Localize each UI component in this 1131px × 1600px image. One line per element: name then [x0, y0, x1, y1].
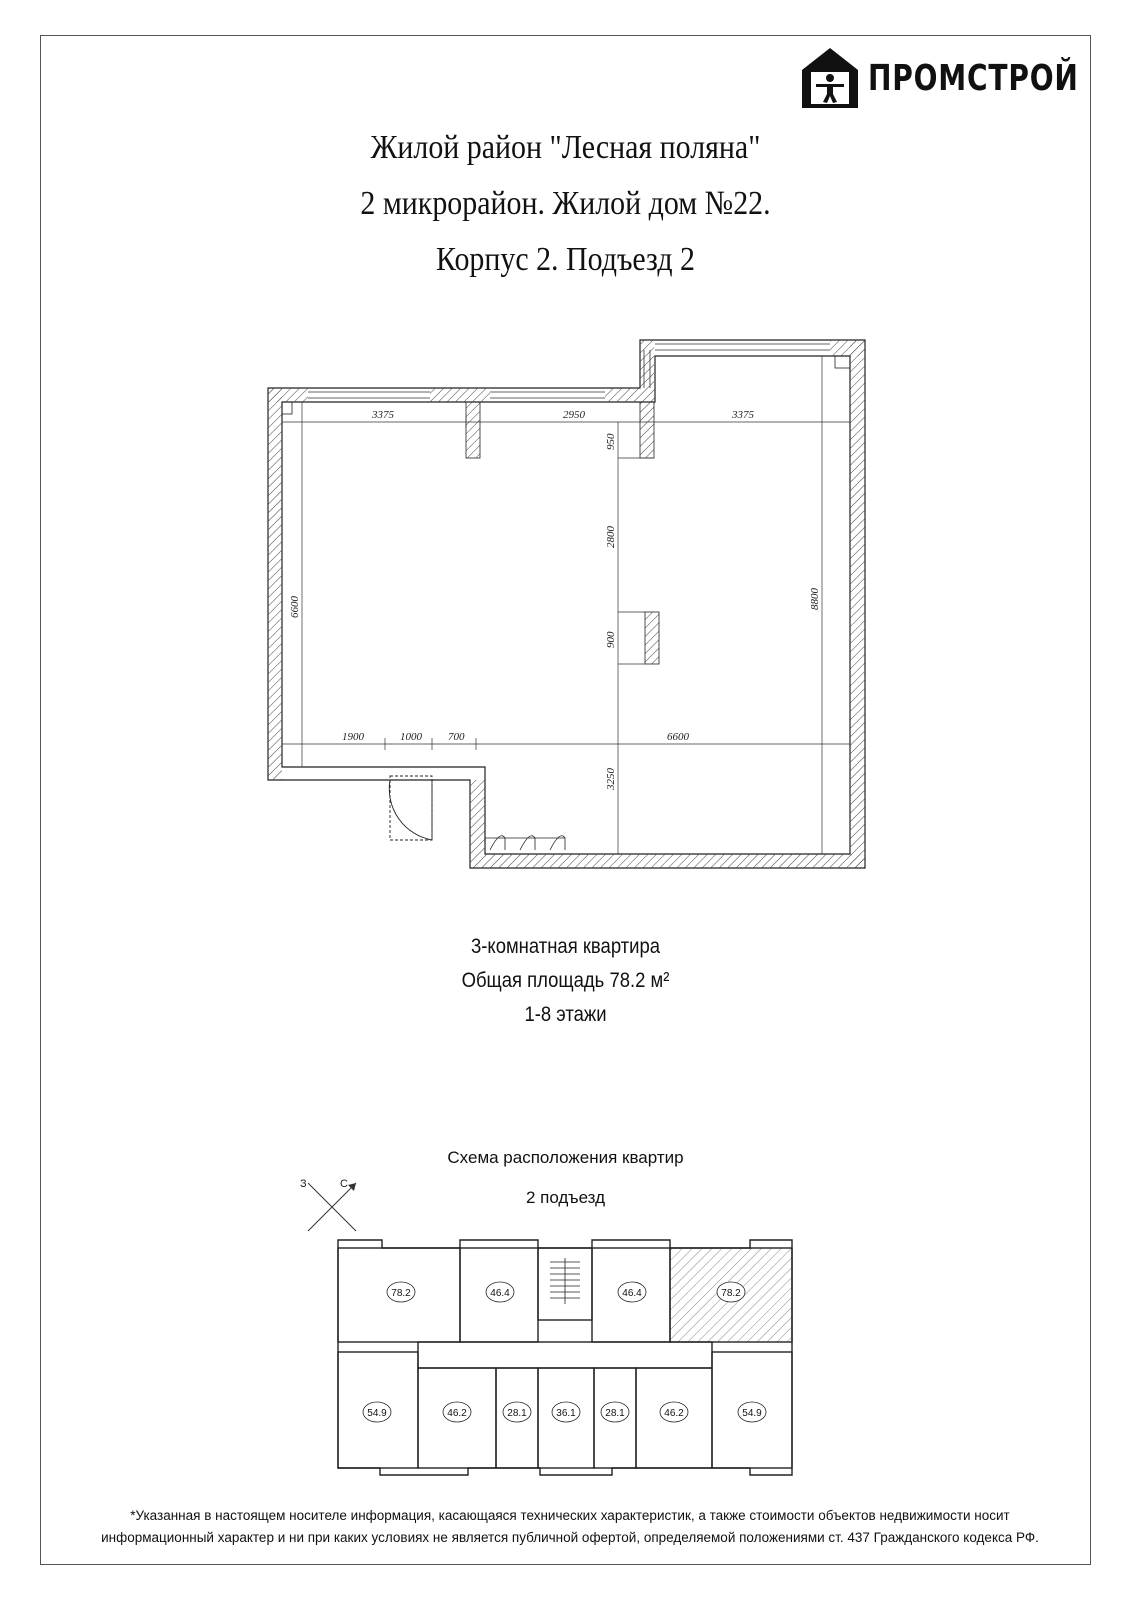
area-label: 46.2 [447, 1408, 467, 1419]
dim-mid-2: 2800 [605, 526, 617, 548]
apartment-floors: 1-8 этажи [524, 1003, 607, 1026]
dim-top-3: 3375 [732, 409, 754, 421]
compass-west: З [300, 1178, 307, 1190]
scheme-entrance: 2 подъезд [525, 1188, 606, 1207]
apartment-type: 3-комнатная квартира [470, 935, 661, 958]
area-label: 36.1 [556, 1408, 576, 1419]
dim-bottom-1: 1900 [342, 731, 364, 743]
dim-mid-1: 950 [605, 433, 617, 450]
footnote-line-1: *Указанная в настоящем носителе информация, касающаяся технических характеристик, а также стоимости объектов недвижимости носит [130, 1508, 1010, 1523]
corridor [418, 1342, 712, 1368]
dim-left-height: 6600 [289, 596, 301, 618]
dim-top-1: 3375 [372, 409, 394, 421]
area-label: 46.2 [664, 1408, 684, 1419]
dim-mid-4: 3250 [605, 768, 617, 790]
apartment-area: Общая площадь 78.2 м² [461, 969, 670, 992]
area-label: 54.9 [742, 1408, 762, 1419]
staircase [550, 1258, 580, 1304]
area-label: 54.9 [367, 1408, 387, 1419]
footnote-line-2: информационный характер и ни при каких условиях не является публичной офертой, определяемой положениями ст. 437 Гражданского кодекса РФ. [101, 1530, 1039, 1545]
area-label: 28.1 [605, 1408, 625, 1419]
logo-text: ПРОМСТРОЙ [868, 57, 1079, 99]
area-label: 78.2 [391, 1288, 411, 1299]
dim-right-height: 8800 [809, 588, 821, 610]
area-label: 28.1 [507, 1408, 527, 1419]
title-line-2: 2 микрорайон. Жилой дом №22. [360, 185, 771, 222]
compass-north: С [340, 1178, 348, 1190]
title-line-1: Жилой район "Лесная поляна" [370, 129, 761, 166]
dim-top-2: 2950 [563, 409, 585, 421]
area-label: 78.2 [721, 1288, 741, 1299]
dim-bottom-2: 1000 [400, 731, 422, 743]
dim-bottom-3: 700 [448, 731, 465, 743]
area-label: 46.4 [490, 1288, 510, 1299]
bottom-row-labels [363, 1402, 766, 1422]
title-line-3: Корпус 2. Подъезд 2 [435, 241, 696, 278]
legal-footnote [70, 1505, 1070, 1549]
dim-bottom-4: 6600 [667, 731, 689, 743]
area-label: 46.4 [622, 1288, 642, 1299]
dim-mid-3: 900 [605, 631, 617, 648]
scheme-title: Схема расположения квартир [447, 1148, 684, 1167]
